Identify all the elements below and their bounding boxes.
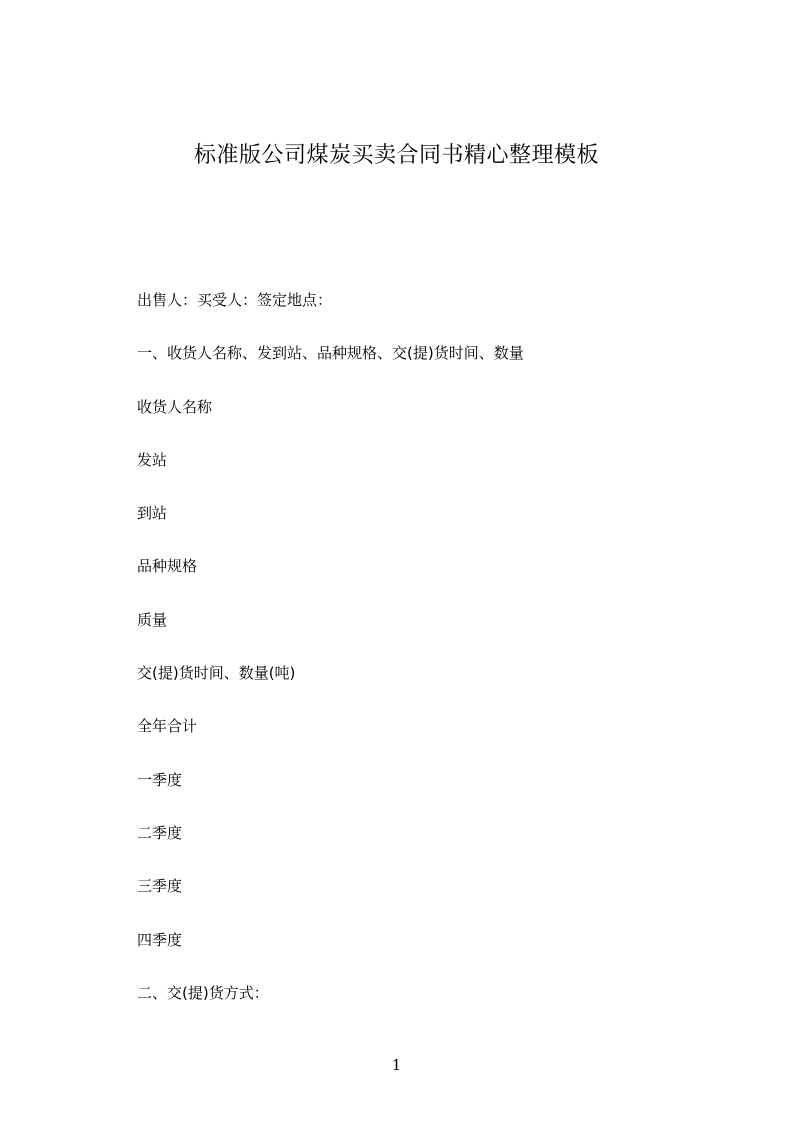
line-delivery-time-quantity: 交(提)货时间、数量(吨) — [137, 664, 296, 683]
line-parties: 出售人：买受人：签定地点： — [137, 291, 333, 309]
line-section-1-heading: 一、收货人名称、发到站、品种规格、交(提)货时间、数量 — [137, 344, 524, 363]
line-consignee-name: 收货人名称 — [137, 397, 213, 416]
document-body — [137, 287, 524, 1033]
line-variety-spec: 品种规格 — [137, 557, 198, 576]
line-q1: 一季度 — [137, 770, 183, 789]
line-section-2-heading: 二、交(提)货方式： — [137, 983, 269, 1002]
line-arrival-station: 到站 — [137, 504, 168, 523]
document-title: 标准版公司煤炭买卖合同书精心整理模板 — [193, 143, 599, 168]
line-q2: 二季度 — [137, 823, 183, 842]
line-q3: 三季度 — [137, 877, 183, 896]
line-annual-total: 全年合计 — [137, 717, 198, 736]
line-q4: 四季度 — [137, 930, 183, 949]
page-number: 1 — [391, 1056, 402, 1074]
line-departure-station: 发站 — [137, 450, 168, 469]
line-quality: 质量 — [137, 610, 168, 629]
